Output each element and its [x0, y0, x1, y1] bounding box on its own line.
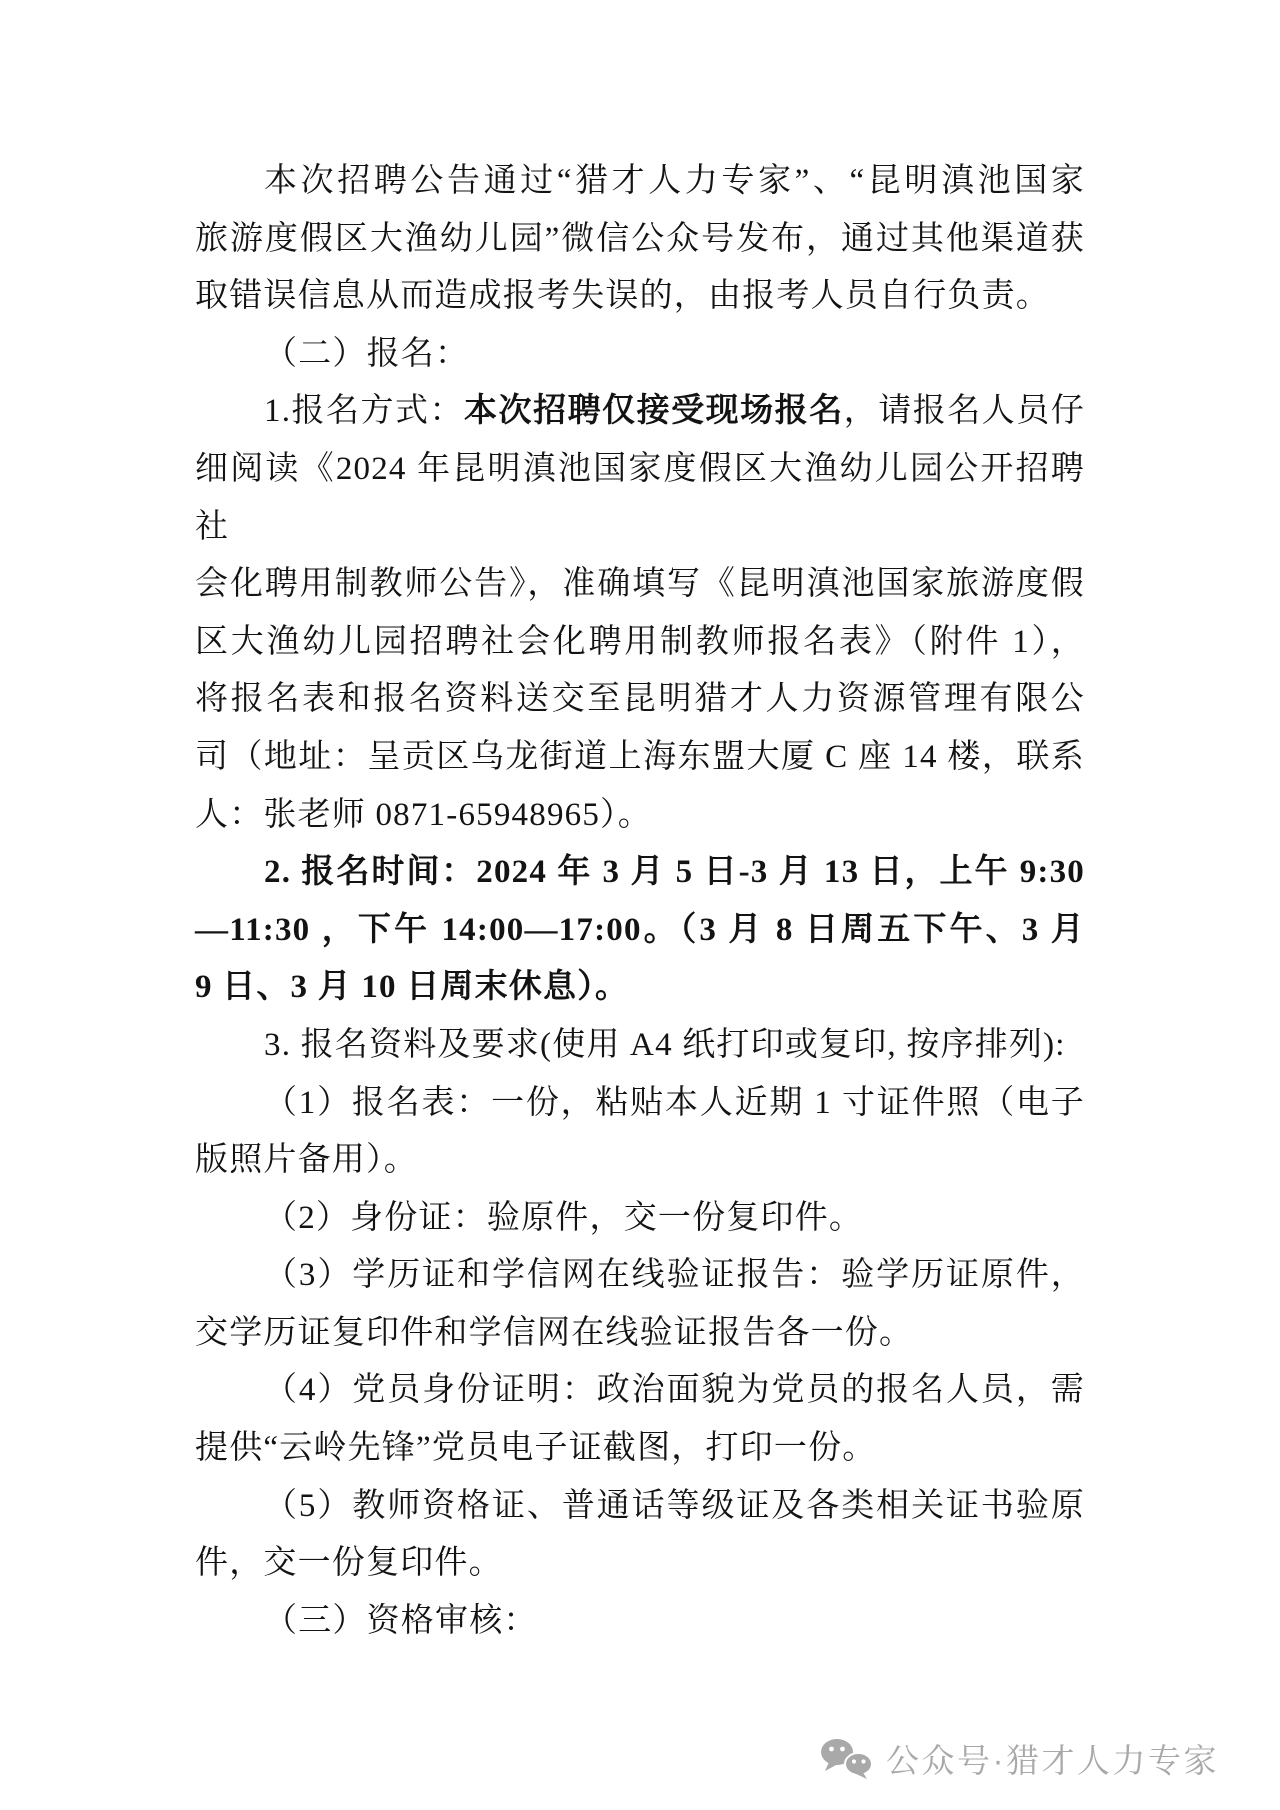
text-segment: 将报名表和报名资料送交至昆明猎才人力资源管理有限公 [195, 681, 1085, 718]
text-line [195, 1362, 1085, 1420]
text-line [195, 729, 1085, 787]
text-line [195, 1075, 1085, 1133]
text-segment: 1.报名方式： [264, 393, 465, 430]
text-segment: 提供“云岭先锋”党员电子证截图，打印一份。 [195, 1430, 877, 1467]
text-segment: 交学历证复印件和学信网在线验证报告各一份。 [195, 1314, 914, 1351]
text-segment: 会化聘用制教师公告》，准确填写《昆明滇池国家旅游度假 [195, 566, 1085, 603]
text-segment: 人：张老师 0871-65948965）。 [195, 796, 652, 833]
text-segment: （二）报名： [264, 335, 470, 372]
text-line [195, 1190, 1085, 1248]
text-line [195, 1017, 1085, 1075]
text-line [195, 1478, 1085, 1536]
text-segment: 件，交一份复印件。 [195, 1545, 503, 1582]
text-line [195, 1593, 1085, 1651]
text-segment: （2）身份证：验原件，交一份复印件。 [264, 1199, 864, 1236]
text-line [195, 787, 1085, 845]
text-line [195, 844, 1085, 902]
wechat-icon [820, 1738, 874, 1780]
text-segment: （4）党员身份证明：政治面貌为党员的报名人员，需 [264, 1372, 1085, 1409]
text-segment: 旅游度假区大渔幼儿园”微信公众号发布，通过其他渠道获 [195, 220, 1085, 257]
text-line [195, 268, 1085, 326]
text-line [195, 383, 1085, 441]
text-line [195, 614, 1085, 672]
text-line [195, 1247, 1085, 1305]
text-line [195, 902, 1085, 960]
text-segment: （三）资格审核： [264, 1602, 538, 1639]
text-line [195, 1305, 1085, 1363]
text-line [195, 1420, 1085, 1478]
footer-label: 公众号·猎才人力专家 [886, 1742, 1219, 1779]
bold-text-segment: —11:30 ，下午 14:00—17:00。（3 月 8 日周五下午、3 月 [195, 911, 1085, 948]
text-line [195, 1535, 1085, 1593]
text-segment: 司（地址：呈贡区乌龙街道上海东盟大厦 C 座 14 楼，联系 [195, 738, 1085, 775]
text-line [195, 326, 1085, 384]
bold-text-segment: 9 日、3 月 10 日周末休息）。 [195, 969, 630, 1006]
text-segment: 取错误信息从而造成报考失误的，由报考人员自行负责。 [195, 278, 1050, 315]
text-line [195, 959, 1085, 1017]
text-segment: （1）报名表：一份，粘贴本人近期 1 寸证件照（电子 [264, 1084, 1085, 1121]
text-line [195, 556, 1085, 614]
text-line [195, 211, 1085, 269]
text-segment: 3. 报名资料及要求(使用 A4 纸打印或复印, 按序排列): [264, 1026, 1066, 1063]
text-segment: ，请报名人员仔 [843, 393, 1086, 430]
text-segment: 本次招聘公告通过“猎才人力专家”、“昆明滇池国家 [264, 163, 1085, 199]
bold-text-segment: 2. 报名时间：2024 年 3 月 5 日-3 月 13 日，上午 9:30 [264, 854, 1085, 891]
text-segment: 区大渔幼儿园招聘社会化聘用制教师报名表》（附件 1）， [195, 623, 1085, 660]
text-line [195, 441, 1085, 556]
bold-text-segment: 本次招聘仅接受现场报名 [464, 393, 844, 430]
text-line [195, 671, 1085, 729]
text-segment: （3）学历证和学信网在线验证报告：验学历证原件， [264, 1257, 1085, 1294]
text-segment: （5）教师资格证、普通话等级证及各类相关证书验原 [264, 1487, 1085, 1524]
document-body [195, 153, 1085, 1650]
text-segment: 版照片备用）。 [195, 1142, 418, 1179]
footer-watermark [820, 1735, 1219, 1782]
text-segment: 细阅读《2024 年昆明滇池国家度假区大渔幼儿园公开招聘社 [195, 450, 1085, 545]
text-line [195, 153, 1085, 211]
text-line [195, 1132, 1085, 1190]
